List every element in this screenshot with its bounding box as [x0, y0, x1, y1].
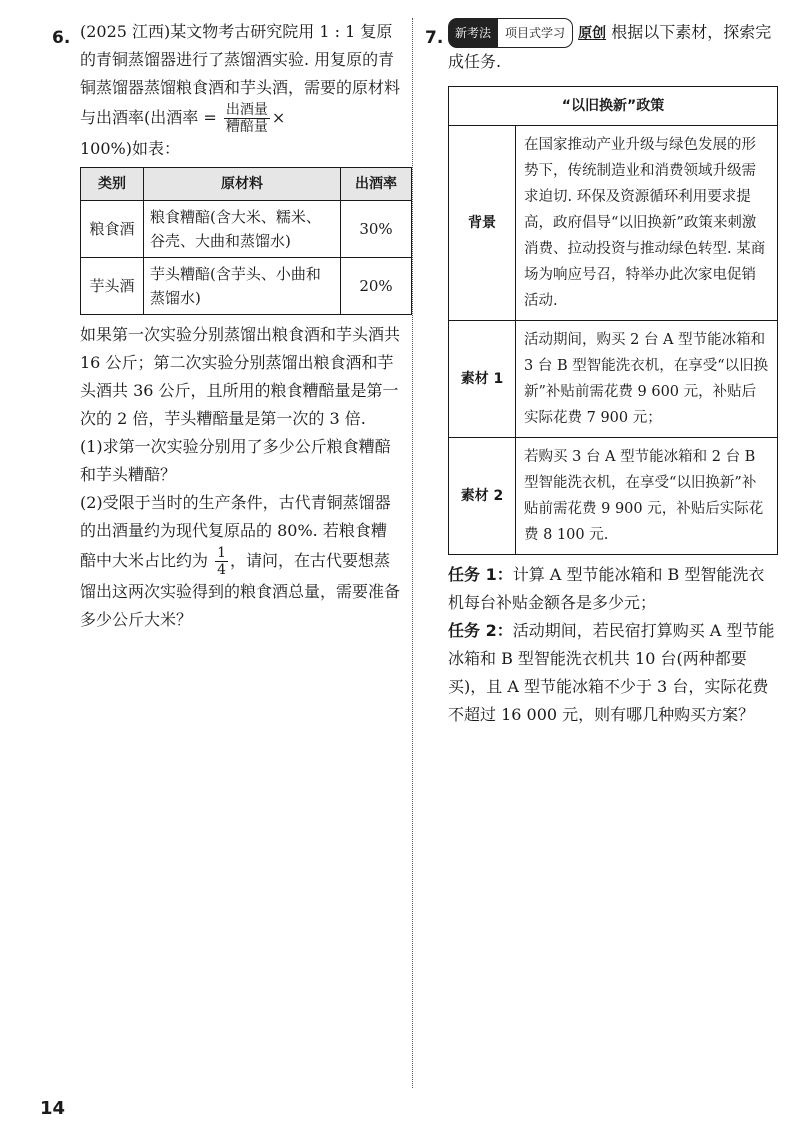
- table-row: [81, 201, 412, 258]
- question-intro: 新考法 项目式学习 原创 根据以下素材，探索完成任务.: [425, 18, 780, 76]
- table-header: 出酒率: [341, 168, 412, 201]
- materials-table: [80, 167, 412, 315]
- table-cell: 芋头糟醅(含芋头、小曲和蒸馏水): [144, 258, 341, 315]
- policy-table: [448, 86, 778, 555]
- question-number: 6.: [52, 28, 71, 48]
- table-row: [449, 126, 778, 321]
- question-body: 如果第一次实验分别蒸馏出粮食酒和芋头酒共 16 公斤；第二次实验分别蒸馏出粮食酒和芋头酒共 36 公斤，且所用的粮食糟醅量是第一次的 2 倍，芋头糟醅量是第一次的 3 倍.: [80, 325, 401, 428]
- new-method-badge: 新考法: [448, 18, 498, 48]
- task-1-label: 任务 1：: [448, 565, 513, 584]
- table-cell: 粮食糟醅(含大米、糯米、谷壳、大曲和蒸馏水): [144, 201, 341, 258]
- project-learning-badge: 项目式学习: [498, 18, 573, 48]
- question-7: [425, 18, 780, 729]
- table-row: [81, 258, 412, 315]
- question-part-1: (1)求第一次实验分别用了多少公斤粮食糟醅和芋头糟醅？: [80, 437, 391, 484]
- row-label: 素材 2: [449, 438, 516, 555]
- table-row: [449, 321, 778, 438]
- row-label: 背景: [449, 126, 516, 321]
- table-header: 原材料: [144, 168, 341, 201]
- table-row: [449, 438, 778, 555]
- question-intro: (2025 江西)某文物考古研究院用 1 : 1 复原的青铜蒸馏器进行了蒸馏酒实验. 用复原的青铜蒸馏器蒸馏粮食酒和芋头酒，需要的原材料与出酒率(出酒率 = $\frac{\text{出酒量}}{\text{糟醅量}}$ × 100%)如表：: [80, 22, 401, 158]
- question-part-2: (2)受限于当时的生产条件，古代青铜蒸馏器的出酒量约为现代复原品的 80%. 若粮食糟醅中大米占比约为 $\frac{1}{4}$ ，请问，在古代要想蒸馏出这两次实验得到的粮食酒总量，需要准备多少公斤大米？: [80, 493, 401, 629]
- original-badge: 原创: [578, 25, 607, 42]
- row-label: 素材 1: [449, 321, 516, 438]
- question-6: [40, 18, 400, 634]
- table-title: “以旧换新”政策: [449, 87, 778, 126]
- table-header: 类别: [81, 168, 144, 201]
- row-text: 活动期间，购买 2 台 A 型节能冰箱和 3 台 B 型智能洗衣机，在享受“以旧换新”补贴前需花费 9 600 元，补贴后实际花费 7 900 元；: [516, 321, 778, 438]
- page-number: 14: [40, 1098, 66, 1119]
- formula-fraction: $\frac{\text{出酒量}}{\text{糟醅量}}$: [225, 102, 268, 135]
- question-number: 7.: [425, 28, 444, 48]
- task-2-label: 任务 2：: [448, 621, 513, 640]
- task-2: 任务 2：活动期间，若民宿打算购买 A 型节能冰箱和 B 型智能洗衣机共 10 台(两种都要买)，且 A 型节能冰箱不少于 3 台，实际花费不超过 16 000 元，则有哪几种购买方案？: [448, 621, 775, 724]
- row-text: 在国家推动产业升级与绿色发展的形势下，传统制造业和消费领域升级需求迫切. 环保及资源循环利用要求提高，政府倡导“以旧换新”政策来刺激消费、拉动投资与推动绿色转型. 某商场为响应号召，特举办此次家电促销活动.: [516, 126, 778, 321]
- table-cell: 粮食酒: [81, 201, 144, 258]
- column-divider: [412, 18, 413, 1088]
- row-text: 若购买 3 台 A 型节能冰箱和 2 台 B 型智能洗衣机，在享受“以旧换新”补贴前需花费 9 900 元，补贴后实际花费 8 100 元.: [516, 438, 778, 555]
- table-cell: 20%: [341, 258, 412, 315]
- table-cell: 芋头酒: [81, 258, 144, 315]
- table-cell: 30%: [341, 201, 412, 258]
- task-1: 任务 1：计算 A 型节能冰箱和 B 型智能洗衣机每台补贴金额各是多少元；: [448, 565, 765, 612]
- rice-fraction: $\frac{1}{4}$: [217, 545, 227, 578]
